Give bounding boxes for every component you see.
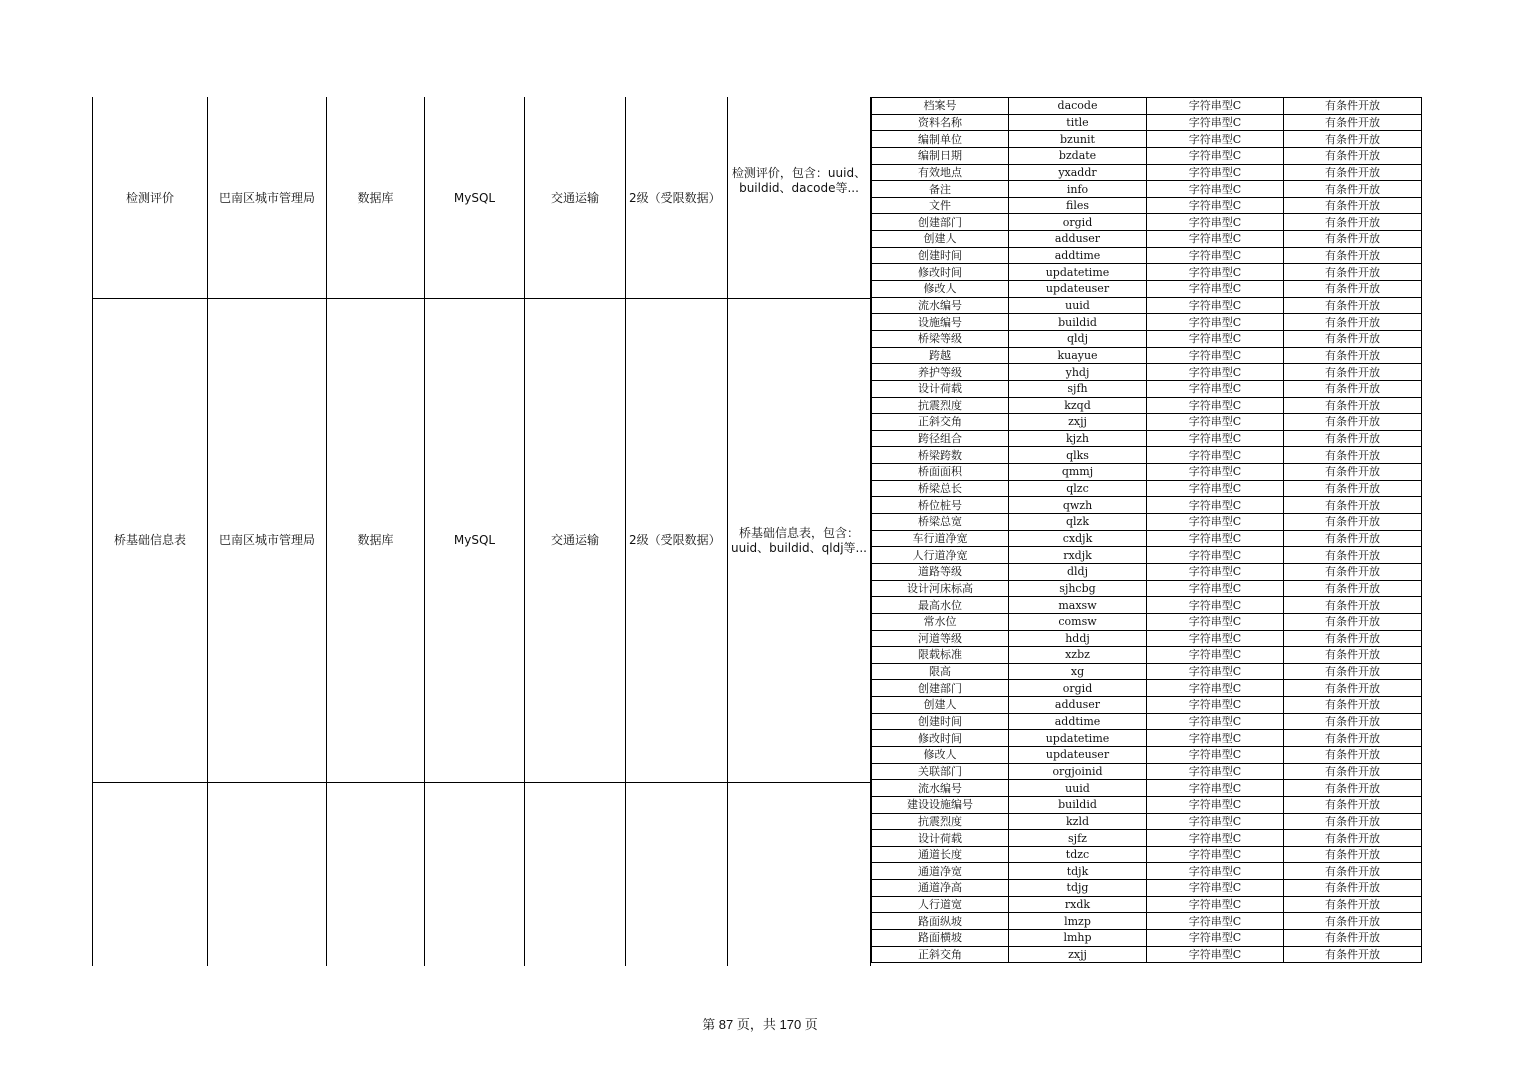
table-row	[872, 663, 1422, 680]
table-row	[872, 580, 1422, 597]
field-name-cn: 限高	[872, 663, 1009, 680]
field-type: 字符串型C	[1147, 147, 1284, 164]
table-row	[872, 930, 1422, 947]
field-name-cn: 人行道净宽	[872, 547, 1009, 564]
field-name-cn: 车行道净宽	[872, 530, 1009, 547]
open-condition: 有条件开放	[1284, 763, 1422, 780]
table-row	[872, 913, 1422, 930]
field-name-cn: 抗震烈度	[872, 813, 1009, 830]
field-name-en: zxjj	[1009, 946, 1147, 963]
field-name-en: bzdate	[1009, 147, 1147, 164]
field-type: 字符串型C	[1147, 730, 1284, 747]
table-row	[872, 397, 1422, 414]
field-name-en: updateuser	[1009, 746, 1147, 763]
field-name-cn: 编制日期	[872, 147, 1009, 164]
open-condition: 有条件开放	[1284, 930, 1422, 947]
open-condition: 有条件开放	[1284, 397, 1422, 414]
field-type: 字符串型C	[1147, 114, 1284, 131]
field-name-en: title	[1009, 114, 1147, 131]
field-type: 字符串型C	[1147, 913, 1284, 930]
open-condition: 有条件开放	[1284, 730, 1422, 747]
field-type: 字符串型C	[1147, 813, 1284, 830]
table-row	[872, 131, 1422, 148]
resource-name	[93, 783, 207, 966]
field-name-cn: 最高水位	[872, 597, 1009, 614]
field-name-cn: 路面纵坡	[872, 913, 1009, 930]
field-name-en: comsw	[1009, 613, 1147, 630]
industry: 交通运输	[550, 190, 599, 205]
field-table-body	[872, 98, 1422, 963]
field-name-en: bzunit	[1009, 131, 1147, 148]
open-condition: 有条件开放	[1284, 880, 1422, 897]
field-type: 字符串型C	[1147, 547, 1284, 564]
open-condition: 有条件开放	[1284, 663, 1422, 680]
field-name-en: kuayue	[1009, 347, 1147, 364]
field-type: 字符串型C	[1147, 330, 1284, 347]
field-name-cn: 桥梁跨数	[872, 447, 1009, 464]
field-name-en: buildid	[1009, 796, 1147, 813]
field-name-cn: 建设设施编号	[872, 796, 1009, 813]
table-row	[872, 530, 1422, 547]
database-type: MySQL	[453, 533, 496, 547]
table-row	[872, 347, 1422, 364]
field-type: 字符串型C	[1147, 846, 1284, 863]
field-type: 字符串型C	[1147, 514, 1284, 531]
field-name-cn: 桥位桩号	[872, 497, 1009, 514]
field-type: 字符串型C	[1147, 613, 1284, 630]
field-type: 字符串型C	[1147, 663, 1284, 680]
field-name-cn: 关联部门	[872, 763, 1009, 780]
open-condition: 有条件开放	[1284, 214, 1422, 231]
field-type: 字符串型C	[1147, 247, 1284, 264]
industry	[525, 783, 625, 966]
table-row	[872, 796, 1422, 813]
field-name-cn: 通道净高	[872, 880, 1009, 897]
open-condition: 有条件开放	[1284, 297, 1422, 314]
open-condition: 有条件开放	[1284, 330, 1422, 347]
table-row	[872, 497, 1422, 514]
field-type: 字符串型C	[1147, 896, 1284, 913]
field-table	[871, 97, 1422, 963]
field-name-cn: 桥梁总长	[872, 480, 1009, 497]
field-name-en: hddj	[1009, 630, 1147, 647]
table-row	[872, 680, 1422, 697]
open-condition: 有条件开放	[1284, 846, 1422, 863]
field-name-cn: 修改人	[872, 281, 1009, 298]
field-name-en: kzld	[1009, 813, 1147, 830]
table-row	[872, 846, 1422, 863]
field-name-en: rxdjk	[1009, 547, 1147, 564]
table-row	[872, 763, 1422, 780]
field-name-cn: 有效地点	[872, 164, 1009, 181]
table-row	[872, 613, 1422, 630]
open-condition: 有条件开放	[1284, 863, 1422, 880]
open-condition: 有条件开放	[1284, 197, 1422, 214]
field-name-cn: 修改人	[872, 746, 1009, 763]
open-condition: 有条件开放	[1284, 147, 1422, 164]
database-type: MySQL	[453, 190, 496, 205]
industry: 交通运输	[550, 533, 599, 547]
field-type: 字符串型C	[1147, 397, 1284, 414]
field-name-en: adduser	[1009, 231, 1147, 248]
col-divider	[625, 97, 626, 966]
table-row	[872, 880, 1422, 897]
page-footer: 第 87 页，共 170 页	[702, 1017, 818, 1032]
field-name-cn: 设施编号	[872, 314, 1009, 331]
field-name-en: xzbz	[1009, 647, 1147, 664]
field-name-en: info	[1009, 181, 1147, 198]
table-row	[872, 946, 1422, 963]
field-name-en: addtime	[1009, 247, 1147, 264]
field-name-en: qwzh	[1009, 497, 1147, 514]
open-condition: 有条件开放	[1284, 530, 1422, 547]
table-row	[872, 863, 1422, 880]
table-row	[872, 114, 1422, 131]
field-name-en: sjhcbg	[1009, 580, 1147, 597]
field-name-cn: 档案号	[872, 98, 1009, 115]
field-type: 字符串型C	[1147, 281, 1284, 298]
field-name-cn: 创建人	[872, 231, 1009, 248]
table-row	[872, 780, 1422, 797]
open-condition: 有条件开放	[1284, 164, 1422, 181]
field-name-cn: 跨径组合	[872, 430, 1009, 447]
field-name-en: yxaddr	[1009, 164, 1147, 181]
field-name-en: qlks	[1009, 447, 1147, 464]
table-row	[872, 447, 1422, 464]
field-name-cn: 限载标准	[872, 647, 1009, 664]
open-condition: 有条件开放	[1284, 697, 1422, 714]
open-condition: 有条件开放	[1284, 430, 1422, 447]
open-condition: 有条件开放	[1284, 98, 1422, 115]
field-name-en: yhdj	[1009, 364, 1147, 381]
field-name-cn: 抗震烈度	[872, 397, 1009, 414]
open-condition: 有条件开放	[1284, 913, 1422, 930]
field-name-en: adduser	[1009, 697, 1147, 714]
table-row	[872, 281, 1422, 298]
field-type: 字符串型C	[1147, 464, 1284, 481]
field-name-cn: 创建时间	[872, 247, 1009, 264]
field-name-en: maxsw	[1009, 597, 1147, 614]
field-name-en: dldj	[1009, 563, 1147, 580]
field-name-en: lmhp	[1009, 930, 1147, 947]
table-row	[872, 697, 1422, 714]
table-row	[872, 746, 1422, 763]
field-name-cn: 路面横坡	[872, 930, 1009, 947]
open-condition: 有条件开放	[1284, 630, 1422, 647]
open-condition: 有条件开放	[1284, 414, 1422, 431]
table-row	[872, 813, 1422, 830]
field-type: 字符串型C	[1147, 98, 1284, 115]
field-name-en: orgid	[1009, 680, 1147, 697]
field-name-cn: 设计河床标高	[872, 580, 1009, 597]
open-condition: 有条件开放	[1284, 114, 1422, 131]
open-condition: 有条件开放	[1284, 247, 1422, 264]
field-type: 字符串型C	[1147, 181, 1284, 198]
field-name-en: updateuser	[1009, 281, 1147, 298]
field-name-en: uuid	[1009, 297, 1147, 314]
open-condition: 有条件开放	[1284, 830, 1422, 847]
table-row	[872, 597, 1422, 614]
field-type: 字符串型C	[1147, 530, 1284, 547]
field-name-cn: 修改时间	[872, 264, 1009, 281]
field-type: 字符串型C	[1147, 563, 1284, 580]
field-type: 字符串型C	[1147, 297, 1284, 314]
field-type: 字符串型C	[1147, 264, 1284, 281]
field-name-en: uuid	[1009, 780, 1147, 797]
field-type: 字符串型C	[1147, 480, 1284, 497]
field-name-cn: 养护等级	[872, 364, 1009, 381]
table-row	[872, 364, 1422, 381]
table-row	[872, 147, 1422, 164]
table-row	[872, 630, 1422, 647]
table-row	[872, 414, 1422, 431]
field-name-en: files	[1009, 197, 1147, 214]
field-name-cn: 流水编号	[872, 297, 1009, 314]
field-name-en: orgjoinid	[1009, 763, 1147, 780]
table-row	[872, 713, 1422, 730]
field-type: 字符串型C	[1147, 164, 1284, 181]
open-condition: 有条件开放	[1284, 314, 1422, 331]
field-name-cn: 创建部门	[872, 680, 1009, 697]
field-name-en: lmzp	[1009, 913, 1147, 930]
table-row	[872, 547, 1422, 564]
field-name-cn: 正斜交角	[872, 946, 1009, 963]
field-name-en: tdjg	[1009, 880, 1147, 897]
open-condition: 有条件开放	[1284, 380, 1422, 397]
open-condition: 有条件开放	[1284, 131, 1422, 148]
table-row	[872, 330, 1422, 347]
field-name-cn: 创建时间	[872, 713, 1009, 730]
field-type: 字符串型C	[1147, 580, 1284, 597]
open-condition: 有条件开放	[1284, 780, 1422, 797]
resource-kind	[327, 783, 424, 966]
field-type: 字符串型C	[1147, 231, 1284, 248]
field-name-en: xg	[1009, 663, 1147, 680]
field-name-cn: 桥梁总宽	[872, 514, 1009, 531]
field-name-en: buildid	[1009, 314, 1147, 331]
field-name-cn: 通道长度	[872, 846, 1009, 863]
field-type: 字符串型C	[1147, 197, 1284, 214]
table-row	[872, 514, 1422, 531]
field-name-cn: 道路等级	[872, 563, 1009, 580]
table-row	[872, 231, 1422, 248]
field-name-cn: 创建人	[872, 697, 1009, 714]
field-name-cn: 设计荷载	[872, 830, 1009, 847]
open-condition: 有条件开放	[1284, 464, 1422, 481]
table-row	[872, 264, 1422, 281]
department: 巴南区城市管理局	[218, 190, 315, 205]
field-type: 字符串型C	[1147, 314, 1284, 331]
open-condition: 有条件开放	[1284, 946, 1422, 963]
field-name-cn: 编制单位	[872, 131, 1009, 148]
field-type: 字符串型C	[1147, 447, 1284, 464]
resource-kind: 数据库	[357, 533, 394, 547]
table-row	[872, 730, 1422, 747]
field-type: 字符串型C	[1147, 347, 1284, 364]
open-condition: 有条件开放	[1284, 813, 1422, 830]
open-condition: 有条件开放	[1284, 447, 1422, 464]
table-row	[872, 164, 1422, 181]
field-type: 字符串型C	[1147, 863, 1284, 880]
field-type: 字符串型C	[1147, 830, 1284, 847]
field-name-en: updatetime	[1009, 730, 1147, 747]
table-row	[872, 380, 1422, 397]
security-level: 2级（受限数据）	[629, 190, 721, 205]
open-condition: 有条件开放	[1284, 514, 1422, 531]
field-name-en: orgid	[1009, 214, 1147, 231]
resource-kind: 数据库	[357, 190, 394, 205]
field-name-cn: 河道等级	[872, 630, 1009, 647]
open-condition: 有条件开放	[1284, 647, 1422, 664]
field-type: 字符串型C	[1147, 930, 1284, 947]
field-name-cn: 备注	[872, 181, 1009, 198]
field-type: 字符串型C	[1147, 780, 1284, 797]
table-row	[872, 480, 1422, 497]
field-type: 字符串型C	[1147, 713, 1284, 730]
open-condition: 有条件开放	[1284, 713, 1422, 730]
table-row	[872, 214, 1422, 231]
table-row	[872, 181, 1422, 198]
open-condition: 有条件开放	[1284, 563, 1422, 580]
field-name-cn: 桥梁等级	[872, 330, 1009, 347]
table-row	[872, 430, 1422, 447]
table-row	[872, 314, 1422, 331]
field-type: 字符串型C	[1147, 414, 1284, 431]
table-row	[872, 247, 1422, 264]
field-type: 字符串型C	[1147, 430, 1284, 447]
field-type: 字符串型C	[1147, 796, 1284, 813]
field-type: 字符串型C	[1147, 697, 1284, 714]
field-type: 字符串型C	[1147, 214, 1284, 231]
open-condition: 有条件开放	[1284, 547, 1422, 564]
resource-description: 检测评价，包含：uuid、 buildid、dacode等...	[731, 166, 867, 195]
field-type: 字符串型C	[1147, 380, 1284, 397]
open-condition: 有条件开放	[1284, 613, 1422, 630]
field-type: 字符串型C	[1147, 597, 1284, 614]
field-name-en: qlzc	[1009, 480, 1147, 497]
open-condition: 有条件开放	[1284, 181, 1422, 198]
open-condition: 有条件开放	[1284, 497, 1422, 514]
department: 巴南区城市管理局	[218, 533, 315, 547]
field-type: 字符串型C	[1147, 364, 1284, 381]
field-type: 字符串型C	[1147, 763, 1284, 780]
field-name-en: addtime	[1009, 713, 1147, 730]
field-type: 字符串型C	[1147, 946, 1284, 963]
field-name-en: tdzc	[1009, 846, 1147, 863]
field-name-cn: 跨越	[872, 347, 1009, 364]
table-row	[872, 830, 1422, 847]
field-name-en: cxdjk	[1009, 530, 1147, 547]
field-type: 字符串型C	[1147, 497, 1284, 514]
open-condition: 有条件开放	[1284, 896, 1422, 913]
table-row	[872, 896, 1422, 913]
field-name-cn: 常水位	[872, 613, 1009, 630]
security-level: 2级（受限数据）	[629, 533, 721, 547]
field-name-en: kjzh	[1009, 430, 1147, 447]
security-level	[629, 783, 727, 966]
resource-name: 检测评价	[125, 190, 174, 205]
table-row	[872, 563, 1422, 580]
field-name-en: sjfz	[1009, 830, 1147, 847]
open-condition: 有条件开放	[1284, 480, 1422, 497]
field-name-en: updatetime	[1009, 264, 1147, 281]
field-name-cn: 人行道宽	[872, 896, 1009, 913]
resource-description	[728, 783, 870, 966]
department	[208, 783, 326, 966]
field-name-cn: 修改时间	[872, 730, 1009, 747]
open-condition: 有条件开放	[1284, 347, 1422, 364]
field-type: 字符串型C	[1147, 647, 1284, 664]
field-name-en: qmmj	[1009, 464, 1147, 481]
field-name-en: rxdk	[1009, 896, 1147, 913]
table-row	[872, 464, 1422, 481]
field-type: 字符串型C	[1147, 680, 1284, 697]
open-condition: 有条件开放	[1284, 364, 1422, 381]
open-condition: 有条件开放	[1284, 680, 1422, 697]
field-name-en: dacode	[1009, 98, 1147, 115]
field-type: 字符串型C	[1147, 131, 1284, 148]
open-condition: 有条件开放	[1284, 597, 1422, 614]
resource-name: 桥基础信息表	[113, 533, 186, 547]
field-name-en: kzqd	[1009, 397, 1147, 414]
open-condition: 有条件开放	[1284, 231, 1422, 248]
field-name-cn: 资料名称	[872, 114, 1009, 131]
table-row	[872, 197, 1422, 214]
field-name-cn: 流水编号	[872, 780, 1009, 797]
open-condition: 有条件开放	[1284, 580, 1422, 597]
table-row	[872, 98, 1422, 115]
field-name-en: qldj	[1009, 330, 1147, 347]
field-name-en: tdjk	[1009, 863, 1147, 880]
field-name-cn: 通道净宽	[872, 863, 1009, 880]
field-name-en: sjfh	[1009, 380, 1147, 397]
table-row	[872, 297, 1422, 314]
field-type: 字符串型C	[1147, 630, 1284, 647]
open-condition: 有条件开放	[1284, 796, 1422, 813]
open-condition: 有条件开放	[1284, 281, 1422, 298]
field-name-cn: 正斜交角	[872, 414, 1009, 431]
field-name-cn: 创建部门	[872, 214, 1009, 231]
field-name-cn: 设计荷载	[872, 380, 1009, 397]
field-type: 字符串型C	[1147, 746, 1284, 763]
field-name-cn: 文件	[872, 197, 1009, 214]
open-condition: 有条件开放	[1284, 746, 1422, 763]
database-type	[425, 783, 524, 966]
field-name-en: qlzk	[1009, 514, 1147, 531]
field-name-en: zxjj	[1009, 414, 1147, 431]
resource-description: 桥基础信息表，包含： uuid、buildid、qldj等...	[731, 525, 867, 555]
open-condition: 有条件开放	[1284, 264, 1422, 281]
field-name-cn: 桥面面积	[872, 464, 1009, 481]
field-type: 字符串型C	[1147, 880, 1284, 897]
table-row	[872, 647, 1422, 664]
